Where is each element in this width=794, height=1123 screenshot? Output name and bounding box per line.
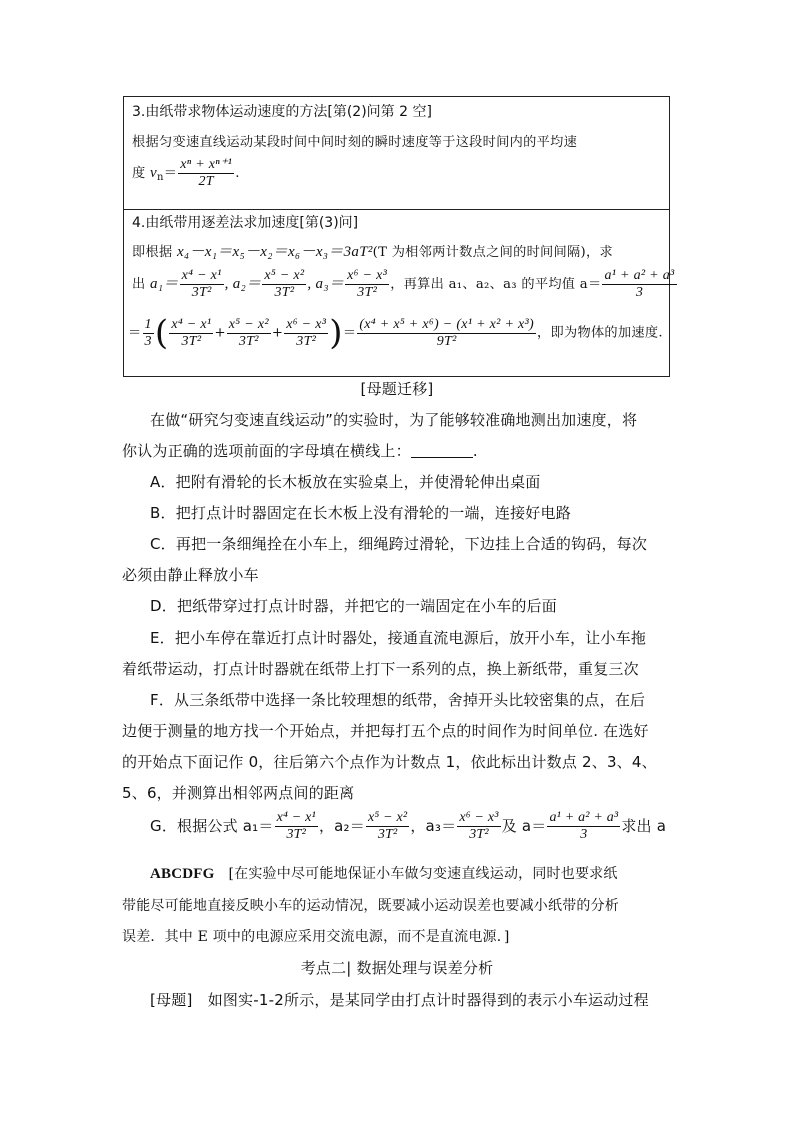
- option-b: B．把打点计时器固定在长木板上没有滑轮的一端，连接好电路: [150, 504, 571, 522]
- answer-key: ABCDFG: [150, 866, 215, 882]
- acceleration-text-line3: ＝ $\frac{1}{3}$ ( $\frac{\text{x⁴ − x¹}}{\text{3T²}}$ + $\frac{\text{x⁵ − x²}}{\text{3T²}}$ + $\frac{\text{x⁶ − x³}}{\text{3T²}}$ )＝ $\frac{\text{(x⁴ + x⁵ + x⁶) − (x¹ + x² + x³)}}{\text{9T²}}$ ，即为物体的加速度.: [128, 313, 663, 353]
- velocity-fraction: $\frac{\text{xⁿ + xⁿ⁺¹}}{2T}$: [180, 157, 233, 189]
- option-g: G．根据公式 a₁＝ $\frac{\text{x⁴ − x¹}}{\text{3T²}}$ ，a₂＝ $\frac{\text{x⁵ − x²}}{\text{3T²}}$ ，a₃＝ $\frac{\text{x⁶ − x³}}{\text{3T²}}$ 及 a＝ $\frac{\text{a¹ + a² + a³}}{3}$ 求出 a: [150, 810, 667, 842]
- transfer-title: [母题迁移]: [360, 380, 434, 398]
- velocity-method-text: 根据匀变速直线运动某段时间中间时刻的瞬时速度等于这段时间内的平均速: [132, 135, 578, 150]
- option-a: A．把附有滑轮的长木板放在实验桌上，并使滑轮伸出桌面: [150, 473, 541, 491]
- answer-blank: [411, 443, 473, 458]
- velocity-formula-line: 度 $v_n=$ $\frac{\text{xⁿ + xⁿ⁺¹}}{2T}$ .: [132, 157, 240, 189]
- option-f-line2: 边便于测量的地方找一个开始点，并把每打五个点的时间作为时间单位. 在选好: [122, 722, 649, 740]
- acceleration-text-line1: 即根据 x₄－x₁＝x₅－x₂＝x₆－x₃＝3aT²(T 为相邻两计数点之间的时间间隔)，求: [132, 244, 613, 260]
- acceleration-method-cell: [124, 210, 675, 376]
- option-e-line1: E．把小车停在靠近打点计时器处，接通直流电源后，放开小车，让小车拖: [150, 629, 647, 647]
- option-f-line3: 的开始点下面记作 0，往后第六个点作为计数点 1，依此标出计数点 2、3、4、: [122, 753, 657, 771]
- section-heading: 考点二| 数据处理与误差分析: [300, 959, 494, 977]
- last-line: [母题] 如图实-1-2所示，是某同学由打点计时器得到的表示小车运动过程: [150, 991, 649, 1009]
- option-e-line2: 着纸带运动，打点计时器就在纸带上打下一系列的点，换上新纸带，重复三次: [122, 660, 639, 678]
- answer-line3: 误差．其中 E 项中的电源应采用交流电源，而不是直流电源．]: [122, 929, 510, 945]
- option-f-line4: 5、6，并测算出相邻两点间的距离: [122, 784, 355, 802]
- method-box: [123, 96, 675, 377]
- velocity-method-title: 3.由纸带求物体运动速度的方法[第(2)问第 2 空]: [132, 104, 432, 120]
- acceleration-text-line2: 出 a₁＝ $\frac{\text{x⁴ − x¹}}{\text{3T²}}$ , a₂＝ $\frac{\text{x⁵ − x²}}{\text{3T²}}$ , a₃＝ $\frac{\text{x⁶ − x³}}{\text{3T²}}$ ，再算出 a₁、a₂、a₃ 的平均值 a＝ $\frac{\text{a¹ + a² + a³}}{3}$: [132, 268, 675, 300]
- answer-line1: ABCDFG [在实验中尽可能地保证小车做匀变速直线运动，同时也要求纸: [150, 866, 618, 882]
- option-c-line1: C．再把一条细绳拴在小车上，细绳跨过滑轮，下边挂上合适的钩码，每次: [150, 535, 648, 553]
- question-line2: 你认为正确的选项前面的字母填在横线上： .: [122, 442, 478, 460]
- option-c-line2: 必须由静止释放小车: [122, 566, 259, 584]
- option-f-line1: F．从三条纸带中选择一条比较理想的纸带，舍掉开头比较密集的点，在后: [150, 691, 646, 709]
- velocity-method-cell: [124, 97, 669, 210]
- acceleration-method-title: 4.由纸带用逐差法求加速度[第(3)问]: [132, 215, 359, 231]
- question-line1: 在做“研究匀变速直线运动”的实验时，为了能够较准确地测出加速度，将: [150, 411, 638, 429]
- answer-line2: 带能尽可能地直接反映小车的运动情况，既要减小运动误差也要减小纸带的分析: [122, 898, 619, 914]
- option-d: D．把纸带穿过打点计时器，并把它的一端固定在小车的后面: [150, 597, 557, 615]
